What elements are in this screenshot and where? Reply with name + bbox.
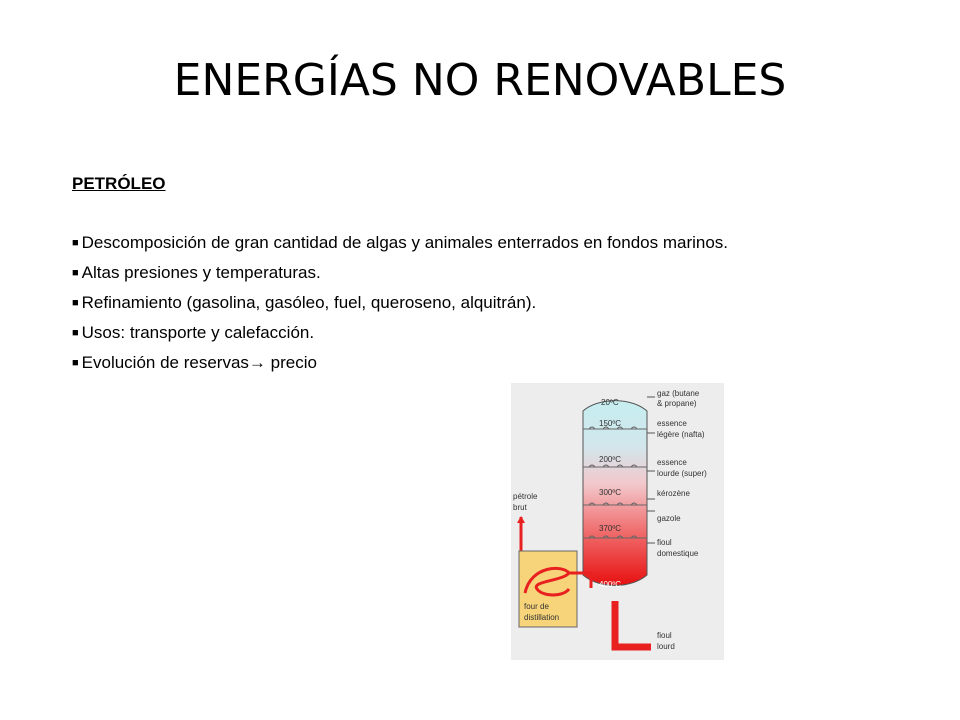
bullet-marker: ■ bbox=[72, 237, 79, 249]
bullet-text: Evolución de reservas→ precio bbox=[81, 353, 317, 372]
bullet-marker: ■ bbox=[72, 267, 79, 279]
furnace-label-line: distillation bbox=[524, 613, 560, 622]
product-label-line: essence bbox=[657, 458, 687, 467]
temp-label: 400ºC bbox=[599, 580, 622, 589]
bullet-text: Refinamiento (gasolina, gasóleo, fuel, queroseno, alquitrán). bbox=[81, 293, 537, 312]
product-label-line: & propane) bbox=[657, 399, 697, 408]
bullet-item bbox=[72, 318, 792, 348]
temp-label: 200ºC bbox=[599, 455, 622, 464]
bullet-item bbox=[72, 228, 792, 258]
temp-label: 300ºC bbox=[599, 488, 622, 497]
bullet-marker: ■ bbox=[72, 327, 79, 339]
distillation-column-diagram bbox=[511, 383, 724, 660]
furnace-label-line: four de bbox=[524, 602, 549, 611]
input-label-line: pétrole bbox=[513, 492, 538, 501]
product-label-line: gaz (butane bbox=[657, 389, 700, 398]
residue-label-line: fioul bbox=[657, 631, 672, 640]
temp-label: 20ºC bbox=[601, 398, 619, 407]
product-label-line: fioul bbox=[657, 538, 672, 547]
product-label-line: essence bbox=[657, 419, 687, 428]
product-label-line: domestique bbox=[657, 549, 699, 558]
bullet-marker: ■ bbox=[72, 357, 79, 369]
bullet-list bbox=[72, 228, 792, 378]
slide-title: ENERGÍAS NO RENOVABLES bbox=[173, 55, 787, 106]
bullet-marker: ■ bbox=[72, 297, 79, 309]
product-label-line: légère (nafta) bbox=[657, 430, 705, 439]
product-label-line: lourde (super) bbox=[657, 469, 707, 478]
product-label bbox=[657, 389, 702, 408]
bullet-item bbox=[72, 288, 792, 318]
product-label bbox=[657, 489, 690, 498]
bullet-item bbox=[72, 258, 792, 288]
residue-label-line: lourd bbox=[657, 642, 675, 651]
bullet-text: Usos: transporte y calefacción. bbox=[81, 323, 315, 342]
product-label bbox=[657, 514, 681, 523]
bullet-item bbox=[72, 348, 792, 378]
product-label-line: kérozène bbox=[657, 489, 690, 498]
bullet-text: Descomposición de gran cantidad de algas y animales enterrados en fondos marinos. bbox=[81, 233, 729, 252]
input-label-line: brut bbox=[513, 503, 527, 512]
temp-label: 150ºC bbox=[599, 419, 622, 428]
product-label-line: gazole bbox=[657, 514, 681, 523]
temp-label: 370ºC bbox=[599, 524, 622, 533]
bullet-text: Altas presiones y temperaturas. bbox=[81, 263, 321, 282]
section-title: PETRÓLEO bbox=[72, 174, 166, 193]
